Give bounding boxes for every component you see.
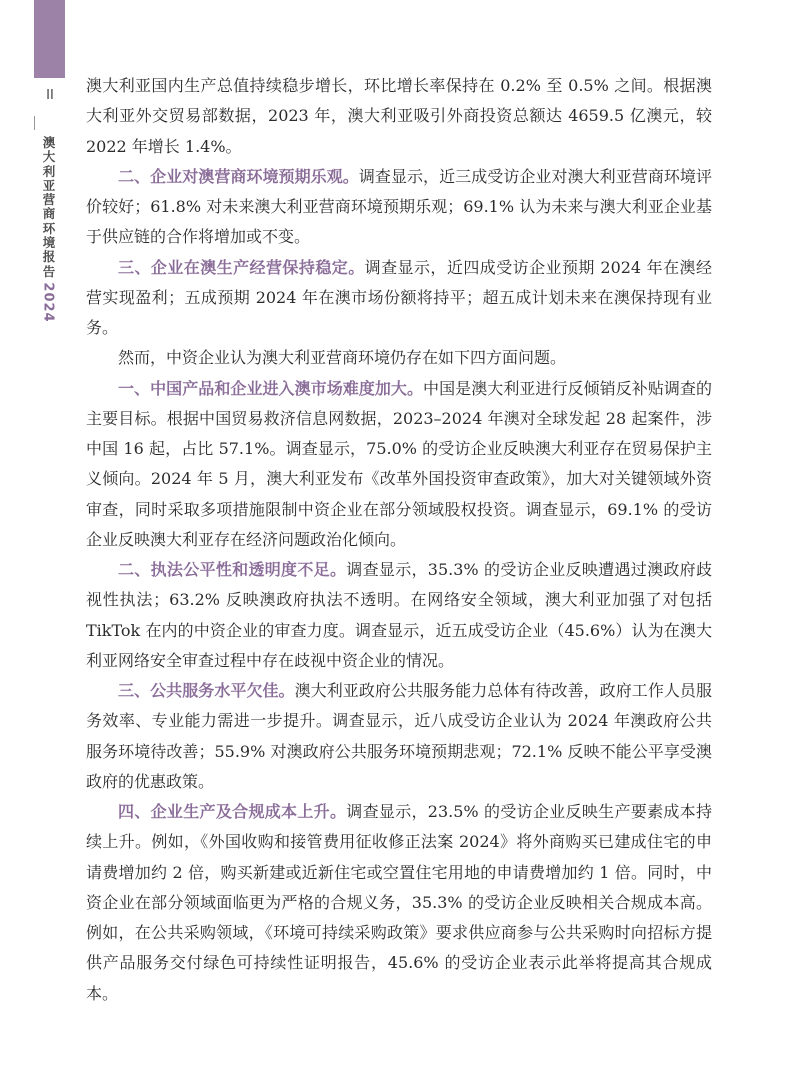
paragraph-text: 然而，中资企业认为澳大利亚营商环境仍存在如下四方面问题。	[118, 348, 567, 368]
side-divider	[34, 116, 35, 130]
paragraph	[86, 71, 712, 162]
paragraph	[86, 374, 712, 556]
section-heading: 三、公共服务水平欠佳。	[118, 681, 295, 700]
section-heading: 四、企业生产及合规成本上升。	[118, 802, 347, 821]
paragraph	[86, 253, 712, 344]
page-number: II	[46, 88, 54, 103]
section-heading: 三、企业在澳生产经营保持稳定。	[118, 257, 365, 277]
paragraph	[86, 162, 712, 253]
side-report-title: 澳大利亚营商环境报告	[42, 135, 56, 279]
paragraph-text: 调查显示，近三成受访企业对澳大利亚营商环境评价较好；61.8% 对未来澳大利亚营商环境预期乐观；69.1% 认为未来与澳大利亚企业基于供应链的合作将增加或不变。	[86, 166, 712, 247]
paragraph-text: 澳大利亚政府公共服务能力总体有待改善，政府工作人员服务效率、专业能力需进一步提升。调查显示，近八成受访企业认为 2024 年澳政府公共服务环境待改善；55.9% 对澳政府公共服务环境预期悲观；72.1% 反映不能公平享受澳政府的优惠政策。	[86, 681, 712, 791]
paragraph	[86, 555, 712, 676]
paragraph-text: 澳大利亚国内生产总值持续稳步增长，环比增长率保持在 0.2% 至 0.5% 之间。根据澳大利亚外交贸易部数据，2023 年，澳大利亚吸引外商投资总额达 4659.5 亿澳元，较 2022 年增长 1.4%。	[86, 76, 712, 156]
side-report-year-box	[34, 282, 62, 322]
paragraph-text: 调查显示，近四成受访企业预期 2024 年在澳经营实现盈利；五成预期 2024 年在澳市场份额将持平；超五成计划未来在澳保持现有业务。	[86, 257, 712, 337]
section-heading: 二、企业对澳营商环境预期乐观。	[118, 166, 359, 186]
chapter-tab	[34, 0, 65, 78]
paragraph	[86, 797, 712, 1009]
paragraph-text: 中国是澳大利亚进行反倾销反补贴调查的主要目标。根据中国贸易救济信息网数据，2023–2024 年澳对全球发起 28 起案件，涉中国 16 起，占比 57.1%。调查显示，75.0% 的受访企业反映澳大利亚存在贸易保护主义倾向。2024 年 5 月，澳大利亚发布《改革外国投资审查政策》，加大对关键领域外资审查，同时采取多项措施限制中资企业在部分领域股权投资。调查显示，69.1% 的受访企业反映澳大利亚存在经济问题政治化倾向。	[86, 378, 712, 549]
section-heading: 一、中国产品和企业进入澳市场难度加大。	[118, 378, 424, 398]
paragraph	[86, 676, 712, 797]
side-report-year: 2024	[40, 281, 56, 323]
paragraph-text: 调查显示，35.3% 的受访企业反映遭遇过澳政府歧视性执法；63.2% 反映澳政府执法不透明。在网络安全领域，澳大利亚加强了对包括 TikTok 在内的中资企业的审查力度。调查显示，近五成受访企业（45.6%）认为在澳大利亚网络安全审查过程中存在歧视中资企业的情况。	[86, 560, 712, 670]
section-heading: 二、执法公平性和透明度不足。	[118, 560, 347, 579]
body-text	[86, 71, 712, 1009]
paragraph-text: 调查显示，23.5% 的受访企业反映生产要素成本持续上升。例如，《外国收购和接管费用征收修正法案 2024》将外商购买已建成住宅的申请费增加约 2 倍，购买新建或近新住宅或空置住宅用地的申请费增加约 1 倍。同时，中资企业在部分领域面临更为严格的合规义务，35.3% 的受访企业反映相关合规成本高。例如，在公共采购领域，《环境可持续采购政策》要求供应商参与公共采购时向招标方提供产品服务交付绿色可持续性证明报告，45.6% 的受访企业表示此举将提高其合规成本。	[86, 802, 712, 1003]
paragraph	[86, 343, 712, 373]
